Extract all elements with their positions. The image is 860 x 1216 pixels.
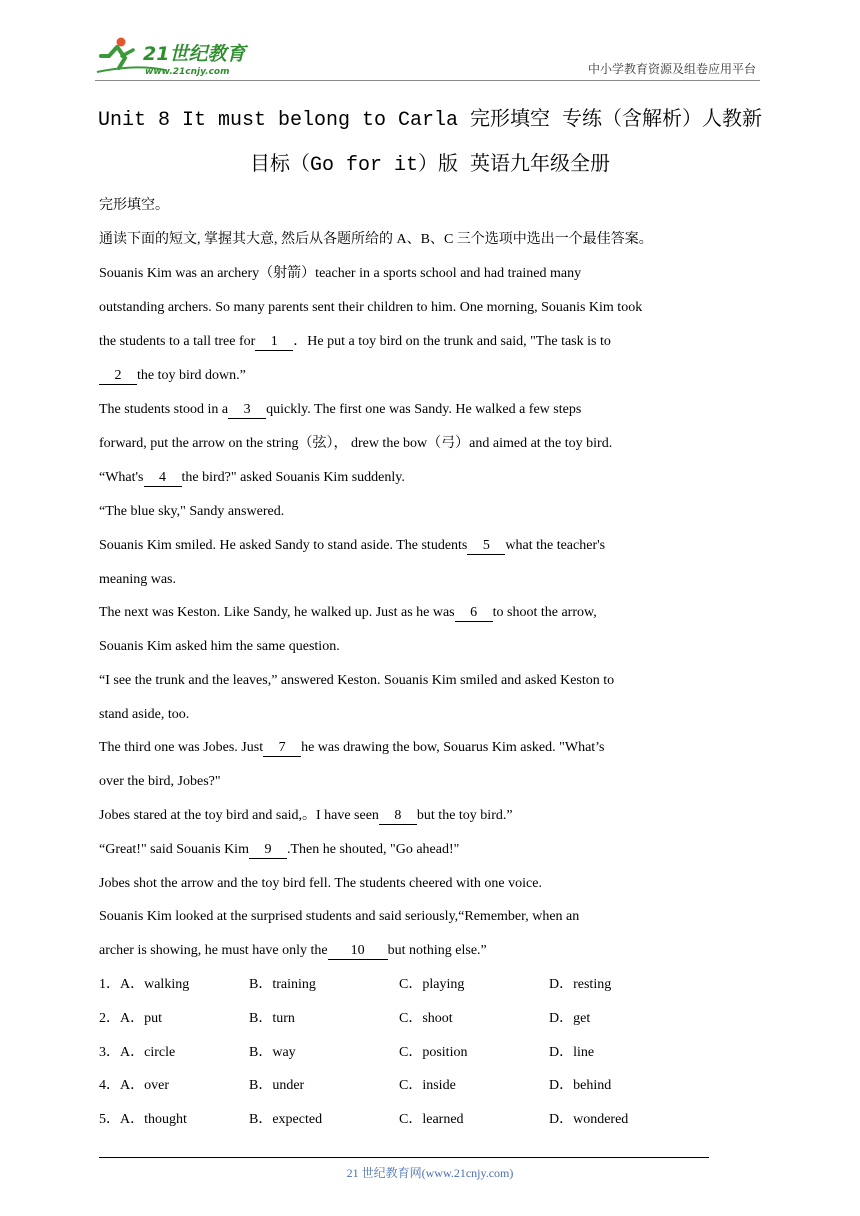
passage-line: outstanding archers. So many parents sent their children to him. One morning, Souanis Kim took (99, 300, 643, 315)
option-b: B．way (249, 1045, 296, 1060)
blank-5: 5 (467, 538, 505, 555)
option-a: 1．A．walking (99, 977, 190, 992)
option-b: B．turn (249, 1011, 295, 1026)
svg-text:www.21cnjy.com: www.21cnjy.com (145, 67, 230, 77)
blank-6: 6 (455, 605, 493, 622)
blank-7: 7 (263, 740, 301, 757)
blank-3: 3 (228, 402, 266, 419)
platform-name: 中小学教育资源及组卷应用平台 (587, 62, 756, 76)
document-title-line2: 目标（Go for it）版 英语九年级全册 (249, 154, 611, 177)
option-a: 4．A．over (99, 1078, 169, 1093)
option-d: D．behind (549, 1078, 612, 1093)
passage-line: the students to a tall tree for 1 ．He put a toy bird on the trunk and said, "The task is to (99, 334, 611, 349)
passage-line: stand aside, too. (99, 707, 190, 722)
footer-text: 21 世纪教育网(www.21cnjy.com) (346, 1166, 514, 1180)
passage-line: 2 the toy bird down.” (99, 366, 246, 386)
instructions: 通读下面的短文, 掌握其大意, 然后从各题所给的 A、B、C 三个选项中选出一个最佳答案。 (99, 232, 653, 247)
footer-divider (99, 1157, 709, 1158)
option-c: C．shoot (399, 1011, 453, 1026)
passage-line: “The blue sky," Sandy answered. (99, 504, 285, 519)
option-a: 5．A．thought (99, 1112, 187, 1127)
blank-10: 10 (328, 943, 388, 960)
blank-1: 1 (255, 334, 293, 351)
passage-line: The students stood in a 3 quickly. The first one was Sandy. He walked a few steps (99, 402, 582, 417)
passage-line: Jobes shot the arrow and the toy bird fell. The students cheered with one voice. (99, 876, 542, 891)
option-c: C．playing (399, 977, 465, 992)
passage-line: archer is showing, he must have only the 10 but nothing else.” (99, 943, 487, 958)
passage-line: Souanis Kim was an archery（射箭）teacher in a sports school and had trained many (99, 266, 582, 281)
option-d: D．resting (549, 977, 612, 992)
page-header (95, 30, 760, 82)
passage-line: over the bird, Jobes?" (99, 774, 221, 789)
option-b: B．training (249, 977, 316, 992)
header-divider (95, 80, 760, 81)
passage-line: Souanis Kim looked at the surprised students and said seriously,“Remember, when an (99, 909, 580, 924)
svg-text:21世纪教育: 21世纪教育 (143, 43, 246, 65)
passage-line: Souanis Kim asked him the same question. (99, 639, 340, 654)
option-b: B．under (249, 1078, 305, 1093)
passage-line: forward, put the arrow on the string（弦）， drew the bow（弓）and aimed at the toy bird. (99, 436, 613, 451)
option-c: C．position (399, 1045, 468, 1060)
blank-4: 4 (144, 470, 182, 487)
passage-line: The next was Keston. Like Sandy, he walked up. Just as he was 6 to shoot the arrow, (99, 605, 597, 620)
option-c: C．inside (399, 1078, 456, 1093)
option-d: D．get (549, 1011, 591, 1026)
document-title-line1: Unit 8 It must belong to Carla 完形填空 专练（含解析）人教新 (97, 109, 763, 132)
site-logo (95, 34, 265, 78)
passage-line: “Great!" said Souanis Kim 9 .Then he shouted, "Go ahead!" (99, 842, 460, 857)
option-a: 3．A．circle (99, 1045, 176, 1060)
option-d: D．line (549, 1045, 595, 1060)
passage-line: “I see the trunk and the leaves,” answered Keston. Souanis Kim smiled and asked Keston to (99, 673, 615, 688)
option-b: B．expected (249, 1112, 323, 1127)
option-c: C．learned (399, 1112, 464, 1127)
passage-line: Jobes stared at the toy bird and said,。I have seen 8 but the toy bird.” (99, 808, 513, 823)
blank-8: 8 (379, 808, 417, 825)
passage-line: The third one was Jobes. Just 7 he was drawing the bow, Souarus Kim asked. "What’s (99, 740, 605, 755)
blank-9: 9 (249, 842, 287, 859)
section-label: 完形填空。 (99, 198, 169, 213)
option-d: D．wondered (549, 1112, 629, 1127)
passage-line: Souanis Kim smiled. He asked Sandy to stand aside. The students 5 what the teacher's (99, 538, 606, 553)
passage-line: meaning was. (99, 572, 176, 587)
blank-2: 2 (99, 368, 137, 385)
option-a: 2．A．put (99, 1011, 162, 1026)
passage-line: “What's 4 the bird?" asked Souanis Kim suddenly. (99, 470, 405, 485)
